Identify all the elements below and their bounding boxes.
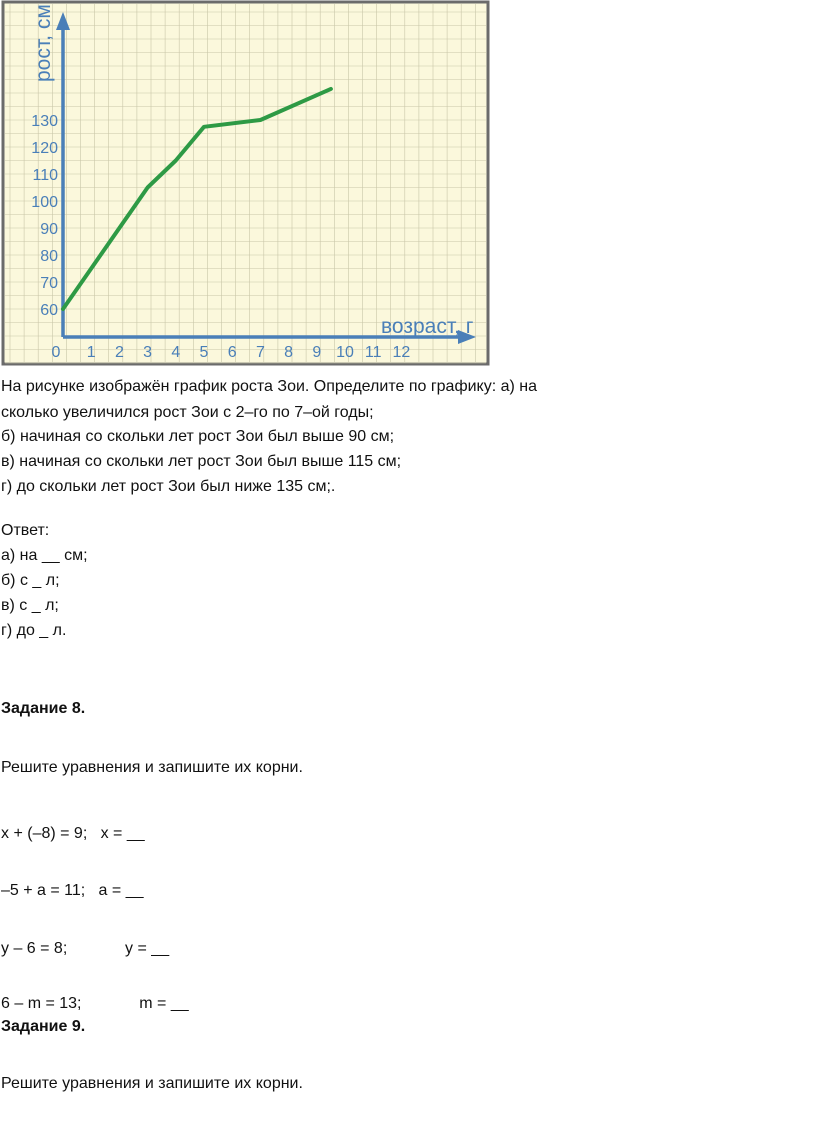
y-tick-label: 100 xyxy=(31,194,58,211)
x-tick-label: 0 xyxy=(51,344,61,361)
answer-d: г) до _ л. xyxy=(1,622,67,639)
x-tick-label: 5 xyxy=(199,344,209,361)
equation-3: y – 6 = 8; y = __ xyxy=(1,940,170,957)
x-tick-label: 12 xyxy=(392,344,411,361)
task8-title: Задание 8. xyxy=(1,700,86,717)
y-axis-label: рост, см xyxy=(32,4,55,82)
task9-instruction: Решите уравнения и запишите их корни. xyxy=(1,1075,303,1092)
answer-c: в) с _ л; xyxy=(1,597,59,614)
x-tick-label: 7 xyxy=(255,344,265,361)
equation-2: –5 + a = 11; a = __ xyxy=(1,882,144,899)
task8-instruction: Решите уравнения и запишите их корни. xyxy=(1,759,303,776)
growth-chart xyxy=(0,0,490,366)
problem-line-1: На рисунке изображён график роста Зои. Определите по графику: а) на xyxy=(1,378,538,395)
growth-chart-svg xyxy=(0,0,490,366)
y-tick-label: 130 xyxy=(31,113,58,130)
problem-line-2: сколько увеличился рост Зои с 2–го по 7–ой годы; xyxy=(1,404,374,421)
answer-title: Ответ: xyxy=(1,522,50,539)
equation-1: x + (–8) = 9; x = __ xyxy=(1,825,145,842)
y-tick-label: 80 xyxy=(40,248,58,265)
x-tick-label: 11 xyxy=(364,344,382,361)
answer-a: а) на __ см; xyxy=(1,547,88,564)
answer-b: б) с _ л; xyxy=(1,572,60,589)
y-tick-label: 120 xyxy=(31,140,58,157)
x-tick-label: 9 xyxy=(312,344,322,361)
chart-background xyxy=(3,2,488,364)
x-tick-label: 1 xyxy=(86,344,96,361)
y-tick-label: 110 xyxy=(32,167,58,184)
equation-4: 6 – m = 13; m = __ xyxy=(1,995,189,1012)
x-tick-label: 4 xyxy=(171,344,181,361)
problem-line-d: г) до скольки лет рост Зои был ниже 135 см;. xyxy=(1,478,336,495)
task9-title: Задание 9. xyxy=(1,1018,86,1035)
x-tick-label: 3 xyxy=(143,344,153,361)
y-tick-label: 60 xyxy=(40,302,58,319)
x-tick-label: 6 xyxy=(227,344,237,361)
y-tick-label: 70 xyxy=(40,275,58,292)
problem-line-b: б) начиная со скольки лет рост Зои был выше 90 см; xyxy=(1,428,395,445)
x-tick-label: 10 xyxy=(336,344,354,361)
x-axis-label: возраст, г xyxy=(381,315,474,338)
x-tick-label: 8 xyxy=(284,344,294,361)
y-tick-label: 90 xyxy=(40,221,58,238)
x-tick-label: 2 xyxy=(114,344,124,361)
problem-line-c: в) начиная со скольки лет рост Зои был выше 115 см; xyxy=(1,453,402,470)
